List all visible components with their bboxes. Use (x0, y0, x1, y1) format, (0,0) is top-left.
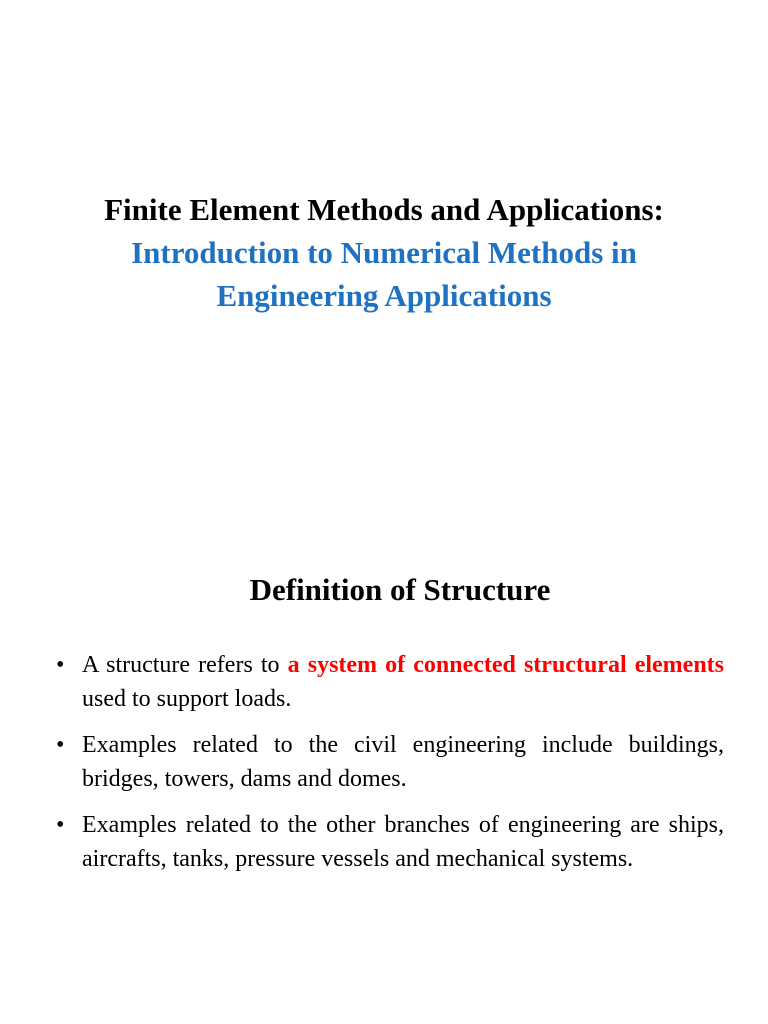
bullet-dot-icon: • (56, 732, 65, 758)
title-line-main: Finite Element Methods and Applications: (104, 192, 664, 227)
section-heading: Definition of Structure (249, 572, 551, 607)
bullet-dot-icon: • (56, 812, 65, 838)
slide-title (0, 188, 768, 317)
bullet-text: Examples related to the other branches of engineering are ships, aircrafts, tanks, pressure vessels and mechanical systems. (82, 812, 724, 872)
bullet-list (56, 648, 724, 888)
bullet-text-pre: A structure refers to (82, 652, 288, 678)
title-line-sub-1: Introduction to Numerical Methods in (131, 235, 637, 270)
bullet-text-post: used to support loads. (82, 686, 292, 712)
bullet-item (56, 648, 724, 716)
bullet-item (56, 808, 724, 876)
bullet-highlight: a system of connected structural elements (287, 652, 724, 678)
bullet-dot-icon: • (56, 652, 65, 678)
bullet-item (56, 728, 724, 796)
bullet-text: Examples related to the civil engineering include buildings, bridges, towers, dams and domes. (82, 732, 724, 792)
title-line-sub-2: Engineering Applications (216, 278, 552, 313)
